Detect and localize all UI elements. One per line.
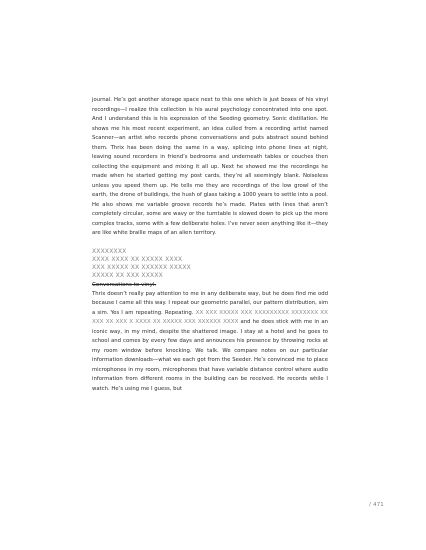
page-number: / 471	[369, 502, 384, 508]
crossed-line-2: XXXX XXXX XX XXXXX XXXX	[92, 255, 183, 263]
body-paragraph-2	[92, 290, 328, 395]
paragraph-2-start: Thrix doesn’t really pay attention to me in any deliberate way, but he does find me odd because I came all this way. I repeat our geometric parallel, our pattern distribution, sim a sim. Yes I am repeating. Repeating.	[92, 290, 328, 316]
text-column	[92, 96, 328, 394]
crossed-line-3: XXX XXXXX XX XXXXXX XXXXX	[92, 263, 191, 271]
crossed-line-1: XXXXXXXX	[92, 247, 127, 255]
crossed-out-lines	[92, 248, 328, 280]
struck-heading: Conversations to vinyl.	[92, 281, 157, 288]
body-paragraph-1: journal. He’s got another storage space next to this one which is just boxes of his vinyl recordings—I realize this collection is his aural psychology concentrated into one spot. And I understand this is his expression of the Seeding geometry. Sonic distillation. He shows me his most recent experiment, an idea culled from a recording artist named Scanner—an artist who records phone conversations and puts abstract sound behind them. Thrix has been doing the same in a way, splicing into phone lines at night, leaving sound recorders in friend’s bedrooms and underneath tables or couches then collecting the equipment and mixing it all up. Next he showed me the recordings he made when he started getting my post cards, they’re all seemingly blank. Noiseless unless you speed them up. He tells me they are recordings of the low growl of the earth, the drone of buildings, the hush of glass taking a 1000 years to settle into a pool. He also shows me variable groove records he’s made. Plates with lines that aren’t completely circular, some are wavy or the turntable is slowed down to pick up the more complex tracks, some with a few deliberate holes. I’ve never seen anything like it—they are like white braille maps of an alien territory.	[92, 97, 328, 236]
paragraph-2-end: and he does stick with me in an iconic way, in my mind, despite the shattered image. I stay at a hotel and he goes to school and comes by every few days and announces his presence by throwing rocks at my room window before knocking. We talk. We compare notes on our particular information downloads—what we each got from the Seeder. He’s convinced me to place microphones in my room, microphones that have variable distance control where audio information from different rooms in the building can be received. He records while I watch. He’s using me I guess, but	[92, 319, 328, 392]
inline-crossed-text: XX XXX XXXXX XXX XXXXXXXXX XXXXXXX XX XXX XX XXX X XXXX XX XXXXX XXX XXXXXX XXXX	[92, 309, 328, 325]
crossed-line-4: XXXXX XX XXX XXXXX	[92, 271, 163, 279]
